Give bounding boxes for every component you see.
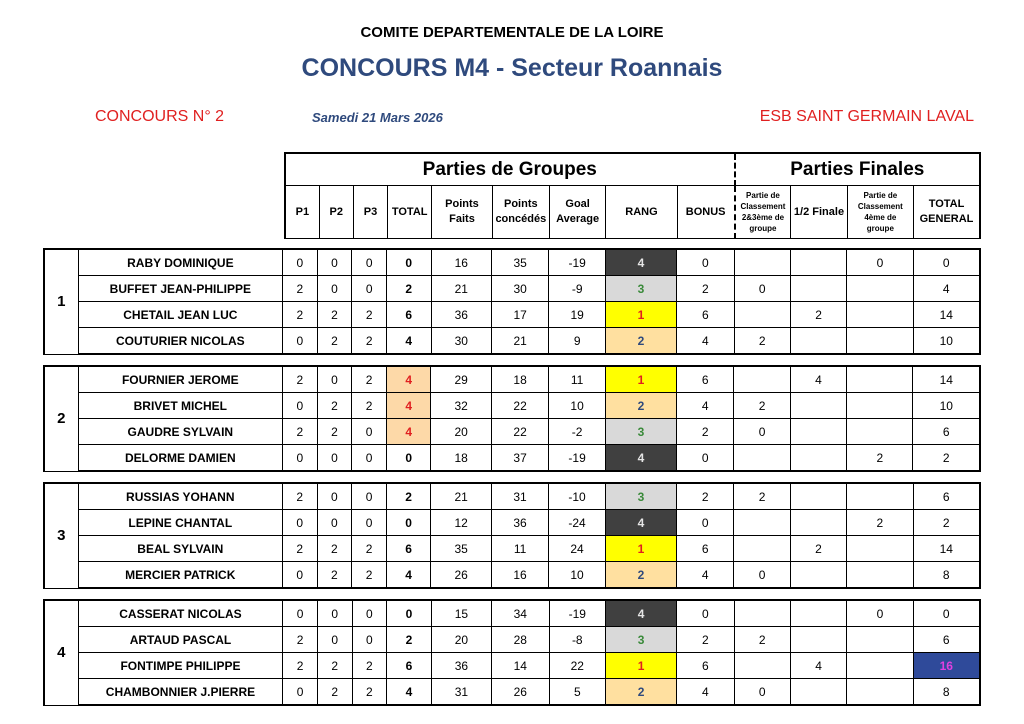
cell-points-faits: 15 (431, 600, 491, 627)
cell-classement-4 (847, 483, 913, 510)
cell-demi-finale (790, 510, 846, 536)
cell-total: 4 (386, 366, 431, 393)
cell-p2: 2 (317, 419, 352, 445)
cell-points-concedes: 36 (491, 510, 548, 536)
cell-p3: 0 (352, 419, 387, 445)
col-bonus: BONUS (677, 186, 734, 239)
cell-rang: 3 (605, 419, 676, 445)
cell-total-general: 14 (913, 366, 980, 393)
cell-points-concedes: 22 (491, 419, 548, 445)
cell-goal-average: -19 (549, 445, 606, 472)
cell-rang: 1 (605, 302, 676, 328)
table-row (44, 627, 980, 653)
cell-rang: 4 (605, 249, 676, 276)
cell-classement-4 (847, 679, 913, 706)
cell-classement-2-3: 2 (734, 627, 790, 653)
cell-bonus: 4 (677, 393, 734, 419)
cell-classement-4: 0 (847, 249, 913, 276)
cell-demi-finale (790, 328, 846, 355)
cell-goal-average: 11 (549, 366, 606, 393)
cell-classement-2-3 (734, 536, 790, 562)
results-table-header (284, 152, 981, 239)
player-name: CHETAIL JEAN LUC (78, 302, 282, 328)
cell-goal-average: 24 (549, 536, 606, 562)
contest-date: Samedi 21 Mars 2026 (312, 110, 443, 125)
cell-classement-4 (847, 393, 913, 419)
cell-p1: 0 (283, 249, 318, 276)
cell-p1: 2 (282, 536, 317, 562)
cell-total-general: 2 (913, 510, 980, 536)
col-points-concedes: Points concédés (492, 186, 549, 239)
cell-total: 6 (387, 653, 432, 679)
cell-points-concedes: 14 (492, 653, 549, 679)
cell-classement-4 (847, 562, 913, 589)
cell-goal-average: -10 (549, 483, 606, 510)
cell-goal-average: 5 (549, 679, 606, 706)
cell-bonus: 0 (677, 600, 734, 627)
cell-classement-2-3 (734, 653, 790, 679)
table-row (44, 393, 980, 419)
cell-points-faits: 32 (431, 393, 491, 419)
cell-points-concedes: 37 (491, 445, 548, 472)
cell-demi-finale (790, 679, 846, 706)
cell-p2: 0 (317, 445, 352, 472)
cell-points-faits: 36 (431, 653, 491, 679)
cell-points-faits: 30 (431, 328, 491, 355)
cell-bonus: 6 (677, 366, 734, 393)
cell-bonus: 6 (677, 536, 734, 562)
cell-classement-4: 0 (847, 600, 913, 627)
cell-points-concedes: 26 (492, 679, 549, 706)
cell-classement-4 (847, 276, 913, 302)
cell-points-concedes: 17 (491, 302, 548, 328)
cell-p2: 2 (317, 679, 352, 706)
cell-total-general: 6 (913, 419, 980, 445)
table-row (44, 483, 980, 510)
col-total: TOTAL (388, 186, 432, 239)
cell-p1: 0 (283, 328, 318, 355)
cell-p1: 2 (282, 366, 317, 393)
cell-rang: 2 (605, 562, 676, 589)
cell-points-faits: 26 (431, 562, 491, 589)
cell-classement-2-3 (734, 510, 790, 536)
cell-p3: 2 (352, 653, 387, 679)
cell-goal-average: 9 (549, 328, 606, 355)
cell-rang: 3 (605, 276, 676, 302)
cell-classement-2-3 (734, 445, 790, 472)
cell-bonus: 4 (677, 679, 734, 706)
cell-p2: 0 (317, 249, 352, 276)
cell-p3: 2 (352, 679, 387, 706)
cell-classement-2-3 (734, 249, 790, 276)
col-classement-2-3: Partie de Classement 2&3ème de groupe (735, 186, 791, 239)
cell-p3: 0 (352, 627, 387, 653)
cell-classement-2-3: 0 (734, 419, 790, 445)
cell-points-concedes: 16 (491, 562, 548, 589)
cell-total: 4 (387, 679, 432, 706)
cell-p3: 2 (352, 328, 387, 355)
cell-bonus: 2 (677, 483, 734, 510)
col-total-general: TOTAL GENERAL (914, 186, 980, 239)
cell-bonus: 0 (677, 445, 734, 472)
section-groups-header: Parties de Groupes (285, 153, 735, 186)
cell-points-faits: 18 (431, 445, 491, 472)
cell-bonus: 4 (677, 328, 734, 355)
cell-total-general: 0 (913, 600, 980, 627)
cell-bonus: 2 (677, 627, 734, 653)
cell-demi-finale: 4 (790, 653, 846, 679)
table-row (44, 419, 980, 445)
cell-rang: 4 (606, 600, 677, 627)
cell-total-general: 6 (913, 627, 980, 653)
cell-rang: 2 (606, 679, 677, 706)
cell-points-faits: 12 (431, 510, 491, 536)
cell-total-general: 8 (913, 679, 980, 706)
cell-p1: 2 (283, 627, 318, 653)
player-name: FONTIMPE PHILIPPE (78, 653, 283, 679)
player-name: GAUDRE SYLVAIN (78, 419, 282, 445)
col-p3: P3 (353, 186, 387, 239)
cell-p3: 2 (352, 302, 387, 328)
cell-p3: 0 (352, 249, 387, 276)
cell-points-concedes: 11 (491, 536, 548, 562)
cell-total-general: 10 (913, 328, 980, 355)
table-row (44, 249, 980, 276)
cell-p2: 2 (317, 302, 352, 328)
table-row (44, 653, 980, 679)
player-name: COUTURIER NICOLAS (78, 328, 282, 355)
cell-total-general: 14 (913, 536, 980, 562)
cell-total: 0 (386, 510, 431, 536)
cell-p1: 0 (282, 562, 317, 589)
cell-goal-average: -8 (549, 627, 606, 653)
organization-title: COMITE DEPARTEMENTALE DE LA LOIRE (360, 24, 664, 41)
cell-classement-2-3 (734, 600, 790, 627)
cell-goal-average: 10 (549, 562, 606, 589)
cell-p2: 2 (317, 562, 352, 589)
cell-points-faits: 20 (431, 627, 491, 653)
cell-p1: 2 (283, 276, 318, 302)
cell-bonus: 4 (677, 562, 734, 589)
cell-classement-4 (847, 328, 913, 355)
cell-points-concedes: 35 (491, 249, 548, 276)
contest-title: CONCOURS M4 - Secteur Roannais (301, 54, 723, 82)
cell-bonus: 2 (677, 276, 734, 302)
group-table-3 (43, 482, 981, 589)
cell-classement-2-3 (734, 366, 790, 393)
cell-p2: 2 (317, 536, 352, 562)
cell-bonus: 0 (677, 510, 734, 536)
col-points-faits: Points Faits (432, 186, 492, 239)
cell-classement-2-3: 0 (734, 276, 790, 302)
table-row (44, 445, 980, 472)
cell-p2: 0 (317, 366, 352, 393)
cell-classement-4 (847, 627, 913, 653)
cell-goal-average: 10 (549, 393, 606, 419)
contest-number: CONCOURS N° 2 (95, 108, 225, 125)
col-classement-4: Partie de Classement 4ème de groupe (847, 186, 913, 239)
group-number: 2 (44, 366, 78, 471)
cell-total-general: 16 (913, 653, 980, 679)
group-number: 1 (44, 249, 78, 354)
cell-rang: 4 (605, 445, 676, 472)
cell-points-concedes: 30 (491, 276, 548, 302)
table-row (44, 366, 980, 393)
cell-points-faits: 21 (431, 276, 491, 302)
table-row (44, 679, 980, 706)
cell-classement-2-3: 0 (734, 562, 790, 589)
cell-p1: 0 (282, 510, 317, 536)
cell-total-general: 2 (913, 445, 980, 472)
table-row (44, 600, 980, 627)
cell-total: 4 (387, 328, 432, 355)
cell-total-general: 0 (913, 249, 980, 276)
cell-total-general: 6 (913, 483, 980, 510)
cell-total-general: 10 (913, 393, 980, 419)
cell-demi-finale (790, 483, 846, 510)
cell-p3: 0 (352, 445, 387, 472)
cell-total: 0 (386, 445, 431, 472)
cell-classement-2-3 (734, 302, 790, 328)
group-number: 3 (44, 483, 78, 588)
cell-total: 4 (386, 562, 431, 589)
cell-p3: 0 (352, 276, 387, 302)
cell-points-faits: 31 (431, 679, 491, 706)
cell-goal-average: 22 (549, 653, 606, 679)
cell-p3: 0 (352, 510, 387, 536)
player-name: FOURNIER JEROME (78, 366, 282, 393)
cell-bonus: 2 (677, 419, 734, 445)
table-row (44, 562, 980, 589)
cell-classement-4 (847, 653, 913, 679)
col-goal-average: Goal Average (549, 186, 605, 239)
cell-points-faits: 21 (431, 483, 491, 510)
cell-p1: 0 (283, 600, 318, 627)
cell-p1: 2 (283, 653, 318, 679)
cell-total: 0 (387, 600, 432, 627)
cell-points-faits: 35 (431, 536, 491, 562)
player-name: CASSERAT NICOLAS (78, 600, 283, 627)
table-row (44, 276, 980, 302)
cell-total: 0 (387, 249, 432, 276)
table-row (44, 536, 980, 562)
cell-p1: 2 (283, 302, 318, 328)
cell-demi-finale (790, 627, 846, 653)
cell-rang: 2 (605, 328, 676, 355)
cell-demi-finale: 2 (790, 536, 846, 562)
group-number: 4 (44, 600, 78, 705)
player-name: ARTAUD PASCAL (78, 627, 283, 653)
cell-p2: 2 (317, 653, 352, 679)
cell-points-faits: 29 (431, 366, 491, 393)
cell-rang: 2 (605, 393, 676, 419)
cell-total-general: 8 (913, 562, 980, 589)
cell-goal-average: -2 (549, 419, 606, 445)
cell-p1: 2 (282, 483, 317, 510)
cell-p2: 0 (317, 276, 352, 302)
col-rang: RANG (606, 186, 677, 239)
cell-classement-4: 2 (847, 510, 913, 536)
cell-bonus: 6 (677, 653, 734, 679)
cell-p3: 2 (352, 562, 387, 589)
cell-demi-finale (790, 249, 846, 276)
cell-points-concedes: 28 (492, 627, 549, 653)
cell-points-faits: 36 (431, 302, 491, 328)
cell-p1: 2 (282, 419, 317, 445)
player-name: RABY DOMINIQUE (78, 249, 282, 276)
cell-p2: 2 (317, 393, 352, 419)
cell-rang: 3 (606, 627, 677, 653)
cell-total-general: 14 (913, 302, 980, 328)
cell-p3: 0 (352, 483, 387, 510)
cell-demi-finale: 2 (790, 302, 846, 328)
cell-p3: 2 (352, 366, 387, 393)
cell-classement-2-3: 0 (734, 679, 790, 706)
player-name: BRIVET MICHEL (78, 393, 282, 419)
cell-rang: 1 (606, 653, 677, 679)
cell-points-concedes: 22 (491, 393, 548, 419)
cell-p3: 0 (352, 600, 387, 627)
cell-total: 4 (386, 393, 431, 419)
cell-p3: 2 (352, 536, 387, 562)
player-name: LEPINE CHANTAL (78, 510, 282, 536)
cell-points-concedes: 18 (491, 366, 548, 393)
cell-classement-4 (847, 536, 913, 562)
cell-rang: 1 (605, 536, 676, 562)
player-name: MERCIER PATRICK (78, 562, 282, 589)
cell-goal-average: 19 (549, 302, 606, 328)
cell-classement-4: 2 (847, 445, 913, 472)
section-finals-header: Parties Finales (735, 153, 980, 186)
cell-demi-finale (790, 445, 846, 472)
group-table-2 (43, 365, 981, 472)
cell-p2: 2 (317, 328, 352, 355)
player-name: BUFFET JEAN-PHILIPPE (78, 276, 282, 302)
cell-goal-average: -9 (549, 276, 606, 302)
cell-p2: 0 (317, 483, 352, 510)
host-club: ESB SAINT GERMAIN LAVAL (759, 108, 974, 125)
player-name: BEAL SYLVAIN (78, 536, 282, 562)
cell-classement-2-3: 2 (734, 483, 790, 510)
cell-total: 2 (386, 483, 431, 510)
cell-classement-2-3: 2 (734, 328, 790, 355)
table-row (44, 328, 980, 355)
cell-p2: 0 (317, 600, 352, 627)
player-name: RUSSIAS YOHANN (78, 483, 282, 510)
cell-demi-finale (790, 393, 846, 419)
cell-goal-average: -24 (549, 510, 606, 536)
cell-total: 6 (386, 536, 431, 562)
cell-points-concedes: 34 (492, 600, 549, 627)
cell-rang: 4 (605, 510, 676, 536)
cell-demi-finale (790, 419, 846, 445)
group-table-4 (43, 599, 981, 706)
cell-demi-finale (790, 276, 846, 302)
col-p2: P2 (319, 186, 353, 239)
col-demi-finale: 1/2 Finale (791, 186, 847, 239)
cell-demi-finale: 4 (790, 366, 846, 393)
cell-bonus: 0 (677, 249, 734, 276)
cell-demi-finale (790, 562, 846, 589)
col-p1: P1 (285, 186, 319, 239)
cell-p1: 0 (283, 679, 318, 706)
cell-total-general: 4 (913, 276, 980, 302)
cell-classement-4 (847, 302, 913, 328)
player-name: DELORME DAMIEN (78, 445, 282, 472)
cell-goal-average: -19 (549, 600, 606, 627)
cell-bonus: 6 (677, 302, 734, 328)
cell-points-faits: 16 (431, 249, 491, 276)
cell-p1: 0 (282, 445, 317, 472)
cell-classement-2-3: 2 (734, 393, 790, 419)
cell-p3: 2 (352, 393, 387, 419)
cell-total: 2 (387, 276, 432, 302)
player-name: CHAMBONNIER J.PIERRE (78, 679, 283, 706)
cell-rang: 1 (605, 366, 676, 393)
table-row (44, 510, 980, 536)
group-table-1 (43, 248, 981, 355)
cell-p2: 0 (317, 510, 352, 536)
cell-demi-finale (790, 600, 846, 627)
cell-total: 2 (387, 627, 432, 653)
cell-p2: 0 (317, 627, 352, 653)
cell-p1: 0 (282, 393, 317, 419)
cell-rang: 3 (605, 483, 676, 510)
cell-total: 6 (387, 302, 432, 328)
cell-goal-average: -19 (549, 249, 606, 276)
cell-classement-4 (847, 366, 913, 393)
cell-points-concedes: 31 (491, 483, 548, 510)
cell-points-faits: 20 (431, 419, 491, 445)
cell-classement-4 (847, 419, 913, 445)
table-row (44, 302, 980, 328)
cell-total: 4 (386, 419, 431, 445)
cell-points-concedes: 21 (491, 328, 548, 355)
